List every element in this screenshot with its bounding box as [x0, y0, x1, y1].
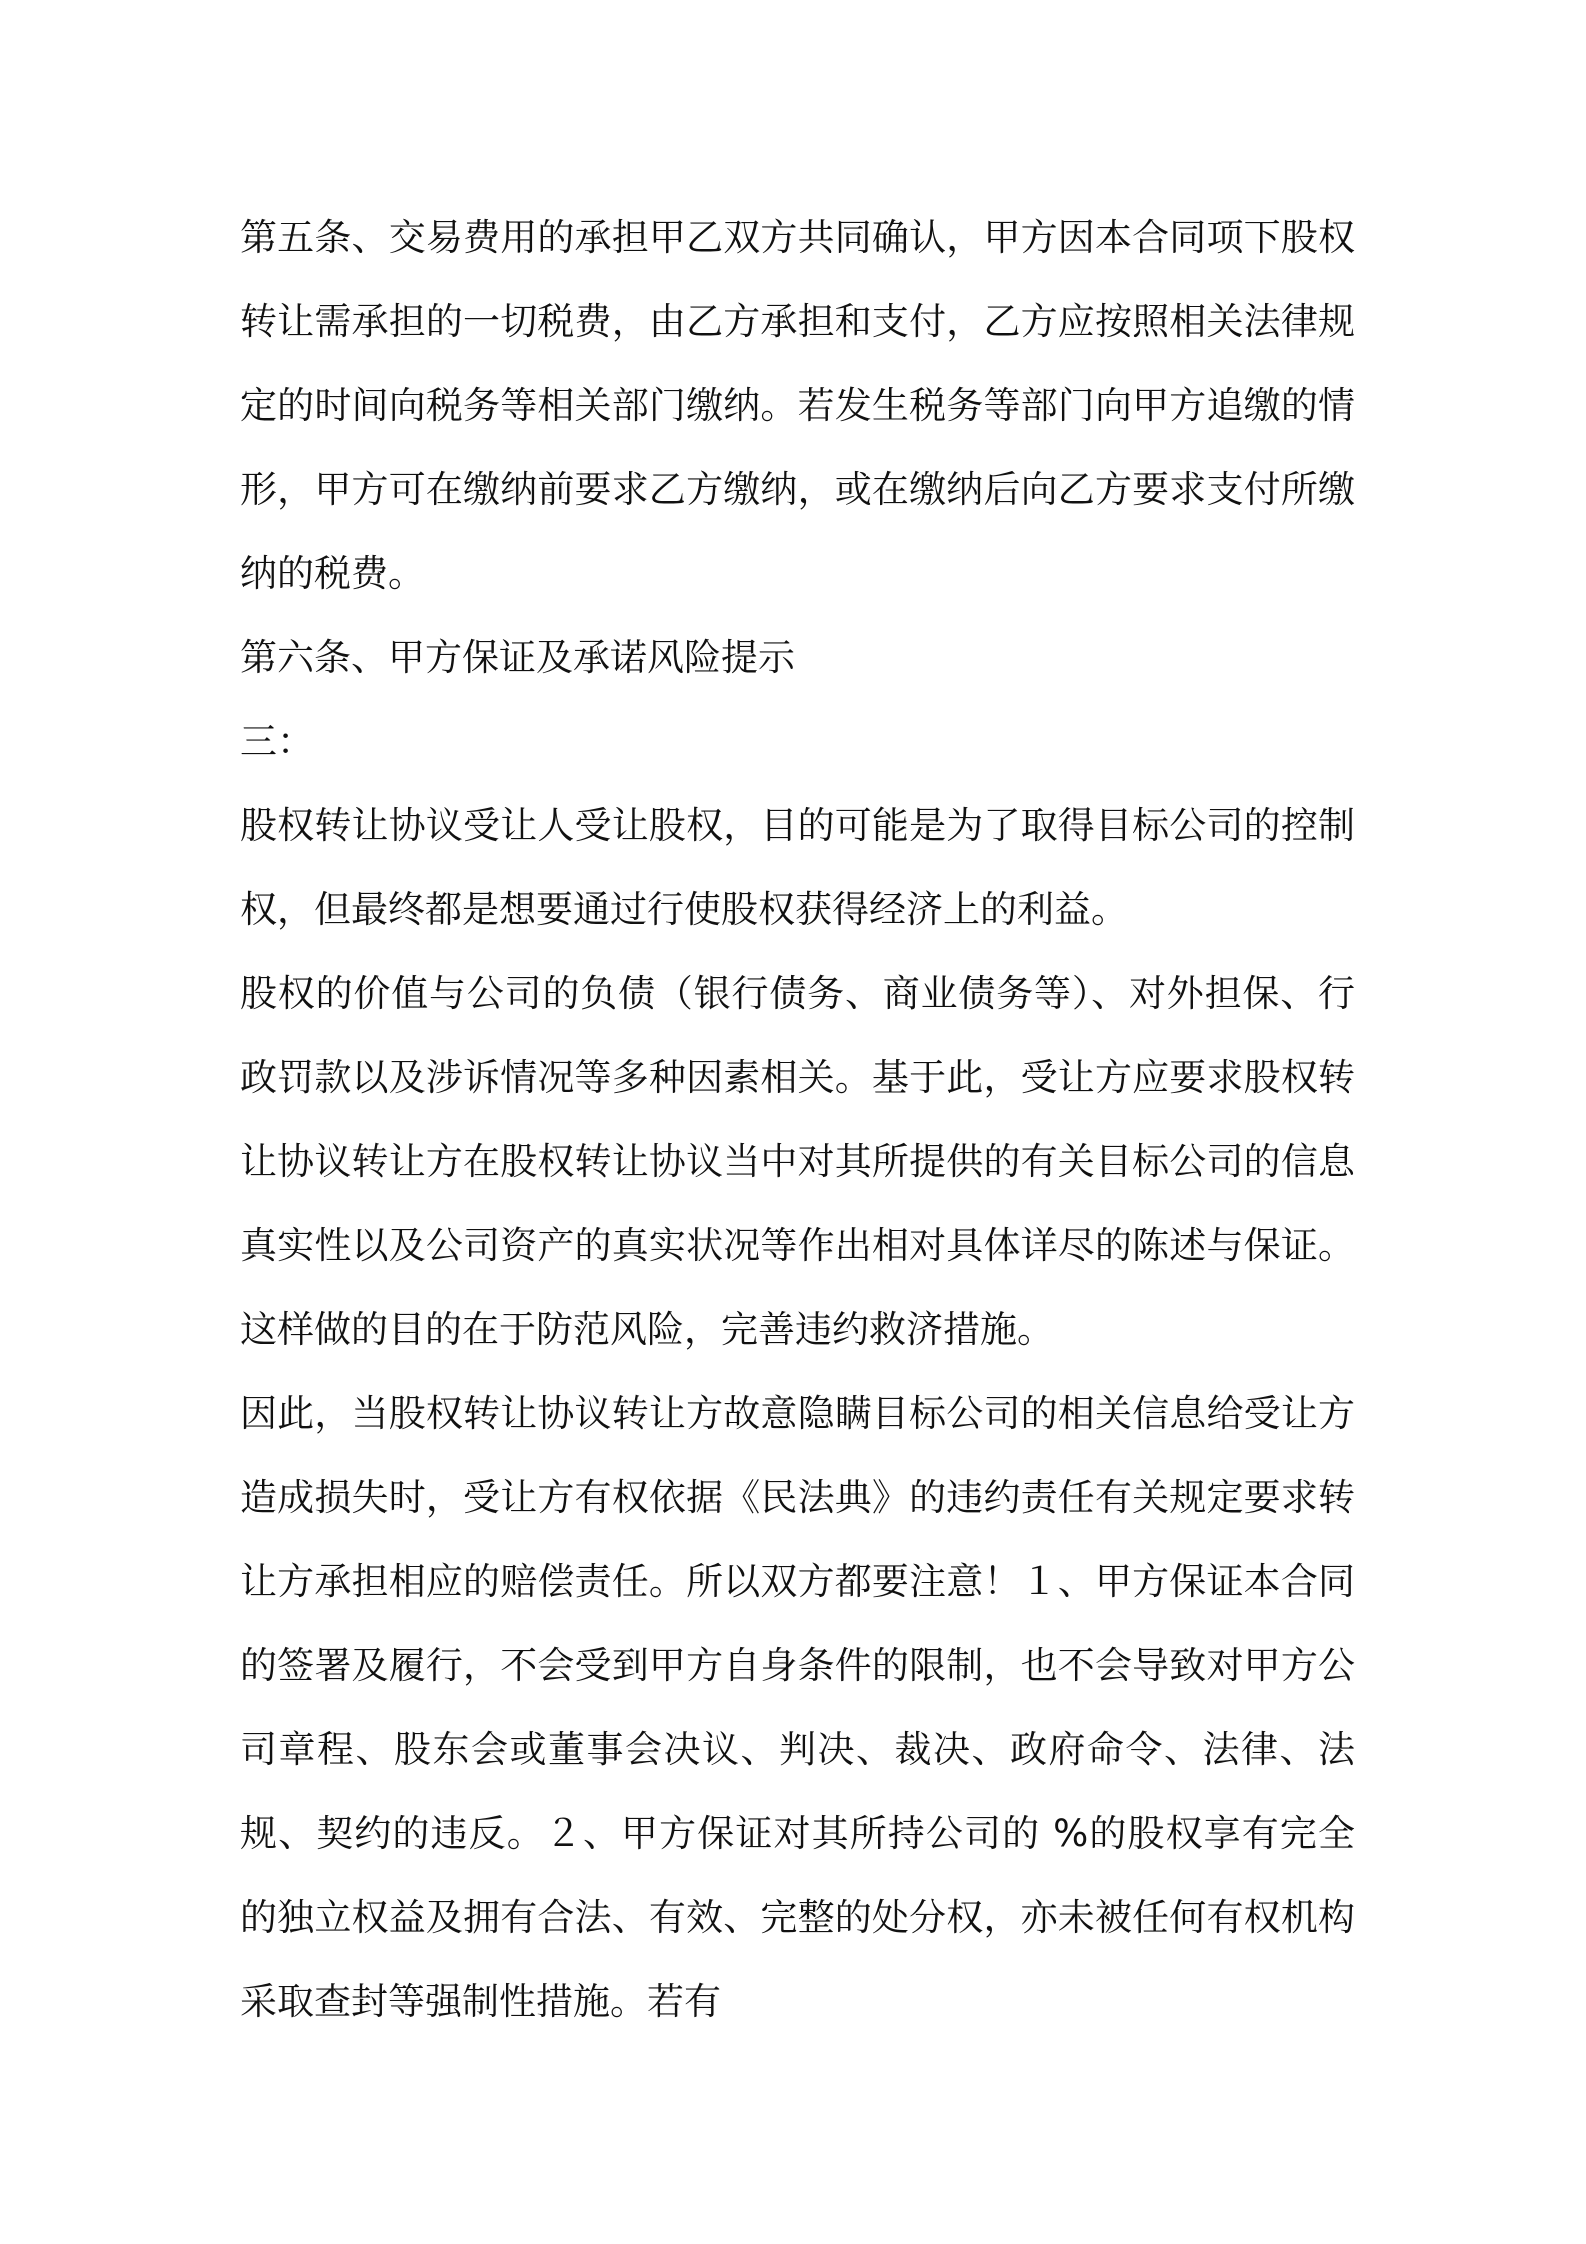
paragraph-equity-value: 股权的价值与公司的负债（银行债务、商业债务等）、对外担保、行政罚款以及涉诉情况等多种因素相关。基于此，受让方应要求股权转让协议转让方在股权转让协议当中对其所提供的有关目标公司的信息真实性以及公司资产的真实状况等作出相对具体详尽的陈述与保证。这样做的目的在于防范风险，完善违约救济措施。 [240, 972, 1355, 1351]
document-body [240, 196, 1355, 2044]
paragraph-transferee-purpose: 股权转让协议受让人受让股权，目的可能是为了取得目标公司的控制权，但最终都是想要通过行使股权获得经济上的利益。 [240, 804, 1355, 931]
paragraph-liability: 因此，当股权转让协议转让方故意隐瞒目标公司的相关信息给受让方造成损失时，受让方有权依据《民法典》的违约责任有关规定要求转让方承担相应的赔偿责任。所以双方都要注意！１、甲方保证本合同的签署及履行，不会受到甲方自身条件的限制，也不会导致对甲方公司章程、股东会或董事会决议、判决、裁决、政府命令、法律、法规、契约的违反。２、甲方保证对其所持公司的 %的股权享有完全的独立权益及拥有合法、有效、完整的处分权，亦未被任何有权机构采取查封等强制性措施。若有 [240, 1392, 1355, 2023]
paragraph-section-three: 三： [240, 720, 314, 763]
paragraph-article-6-heading: 第六条、甲方保证及承诺风险提示 [240, 636, 795, 679]
paragraph-article-5: 第五条、交易费用的承担甲乙双方共同确认，甲方因本合同项下股权转让需承担的一切税费，由乙方承担和支付，乙方应按照相关法律规定的时间向税务等相关部门缴纳。若发生税务等部门向甲方追缴的情形，甲方可在缴纳前要求乙方缴纳，或在缴纳后向乙方要求支付所缴纳的税费。 [240, 216, 1355, 595]
